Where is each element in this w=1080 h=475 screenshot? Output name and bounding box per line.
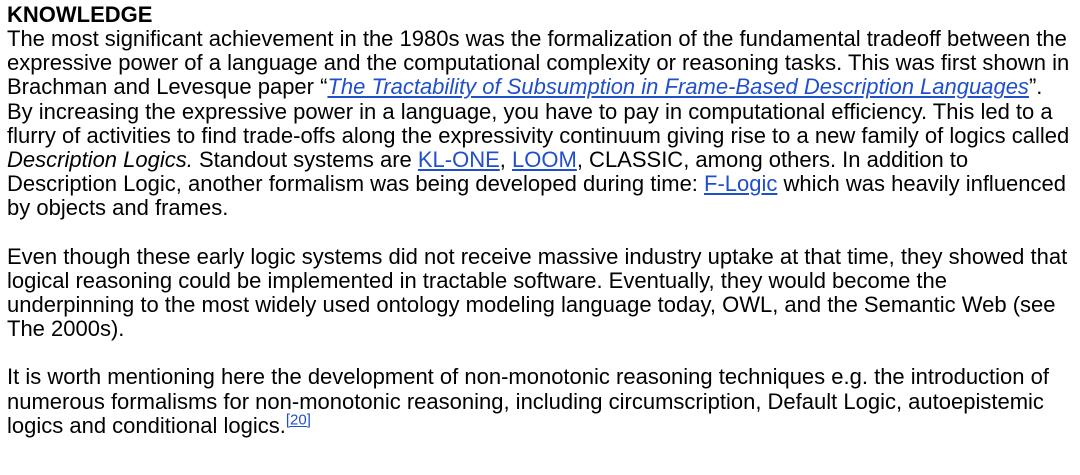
f-logic-link[interactable]: F-Logic: [704, 171, 778, 197]
paper-link[interactable]: The Tractability of Subsumption in Frame-Based Description Languages: [327, 74, 1029, 100]
paragraph-text: , CLASSIC, among others. In addition to Description Logic, another formalism was being developed during time:: [7, 147, 969, 197]
paragraph-text: The most significant achievement in the 1980s was the formalization of the fundamental tradeoff between the expressive power of a language and the computational complexity or reasoning tasks. This was first shown in Brachman and Levesque paper “: [7, 26, 1070, 100]
loom-link[interactable]: LOOM: [512, 147, 577, 173]
section-heading: KNOWLEDGE: [7, 2, 153, 27]
description-logics-term: Description Logics.: [7, 147, 193, 173]
kl-one-link[interactable]: KL-ONE: [417, 147, 500, 173]
paragraph-1980s: [7, 27, 1074, 221]
paragraph-text: ”. By increasing the expressive power in a language, you have to pay in computational efficiency. This led to a flurry of activities to find trade-offs along the expressivity continuum giving rise to a new family of logics called: [7, 74, 1070, 148]
paragraph-text: Even though these early logic systems did not receive massive industry uptake at that time, they showed that logical reasoning could be implemented in tractable software. Eventually, they would become the underpinning to the most widely used ontology modeling language today, OWL, and the Semantic Web (see The 2000s).: [7, 243, 1068, 342]
paragraph-text: ,: [499, 147, 513, 173]
paragraph-non-monotonic: [7, 365, 1074, 438]
paragraph-text: which was heavily influenced by objects and frames.: [7, 171, 1066, 221]
citation-link[interactable]: [20]: [285, 411, 311, 429]
paragraph-text: It is worth mentioning here the development of non-monotonic reasoning techniques e.g. the introduction of numerous formalisms for non-monotonic reasoning, including circumscription, Default Logic, autoepistemic logics and conditional logics.: [7, 364, 1049, 438]
paragraph-industry-uptake: [7, 245, 1074, 342]
paragraph-text: Standout systems are: [192, 147, 418, 173]
